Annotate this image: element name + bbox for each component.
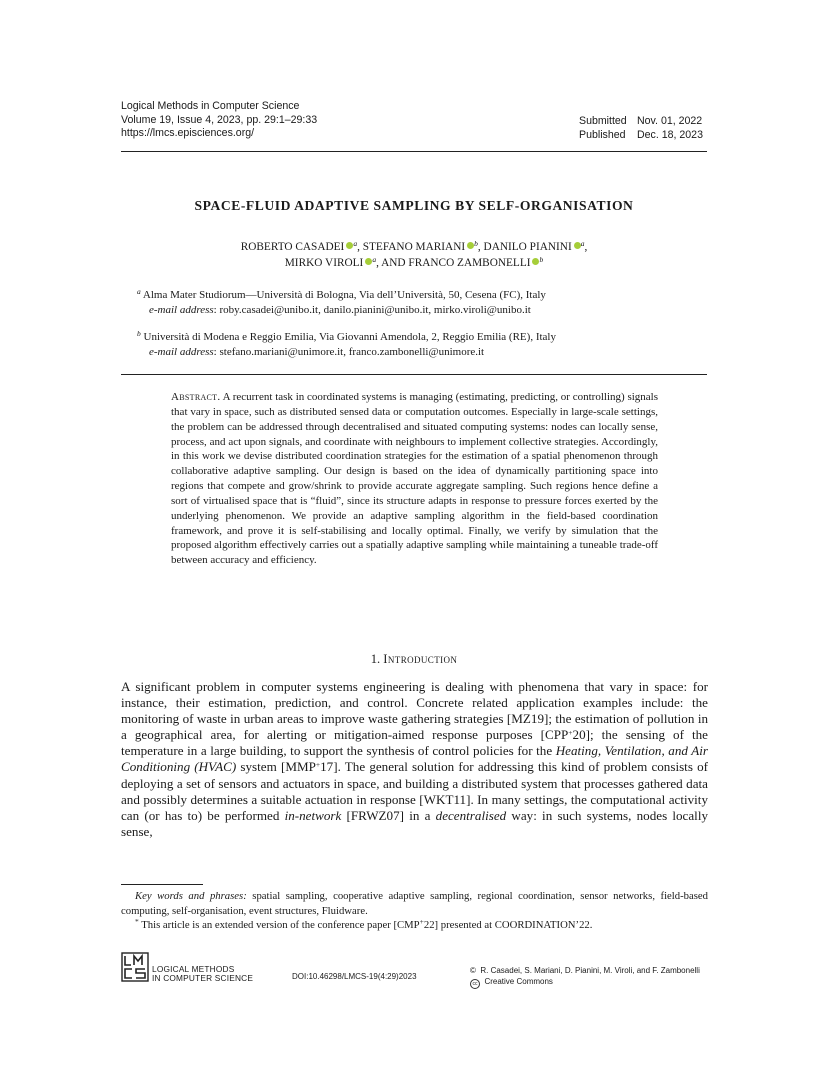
logo-line: IN COMPUTER SCIENCE xyxy=(152,972,254,983)
intro-emphasis: decentralised xyxy=(435,807,507,823)
submitted-date: Nov. 01, 2022 xyxy=(637,115,703,127)
affil-mark: a xyxy=(580,239,585,248)
author-list xyxy=(0,240,828,272)
affil-mark: a xyxy=(137,287,141,296)
lmcs-logo-icon xyxy=(121,952,149,982)
intro-emphasis: Heating, Ventilation, and Air Conditioning (HVAC) xyxy=(121,743,708,775)
intro-emphasis: in-network xyxy=(284,807,342,823)
author-name: STEFANO MARIANI xyxy=(362,241,466,253)
author-name: FRANCO ZAMBONELLI xyxy=(408,256,531,269)
intro-text: 17]. The general solution for addressing this kind of problem consists of deploying a set of sensors and actuators in space, and building a distributed system that processes gathered data and possibly determines a suitable actuation in response [WKT11]. In many settings, the computational activity can (or has to) be performed xyxy=(121,759,708,823)
journal-volume: Volume 19, Issue 4, 2023, pp. 29:1–29:33 xyxy=(121,113,318,126)
journal-info xyxy=(121,100,317,141)
orcid-icon[interactable] xyxy=(574,242,581,249)
journal-url[interactable]: https://lmcs.episciences.org/ xyxy=(121,127,255,140)
affil-emails[interactable]: : stefano.mariani@unimore.it, franco.zambonelli@unimore.it xyxy=(213,345,485,358)
author-sep: , AND xyxy=(376,256,409,269)
affil-mark: b xyxy=(539,254,544,264)
abstract-text: A recurrent task in coordinated systems is managing (estimating, predicting, or controlling) signals that vary in space, such as distributed sensed data or computation outcomes. Especially in large-scale settings, the problem can be addressed through decentralised and situated computing systems: nodes can locally sense, process, and act upon signals, and coordinate with neighbours to implement collective strategies. Accordingly, in this work we devise distributed coordination strategies for the estimation of a spatial phenomenon through collaborative adaptive sampling. Our design is based on the idea of dynamically partitioning space into regions that compete and grow/shrink to provide accurate aggregate sampling. Such regions hence define a sort of virtualised space that is “fluid”, since its structure adapts in response to pressure forces exerted by the underlying phenomenon. We provide an adaptive sampling algorithm in the field-based coordination framework, and prove it is self-stabilising and locally optimal. Finally, we verify by simulation that the proposed algorithm effectively carries out a spatially adaptive sampling while maintaining a tuneable trade-off between accuracy and efficiency. xyxy=(171,391,658,567)
logo-line: LOGICAL METHODS xyxy=(152,964,235,974)
footnote-rule xyxy=(121,884,203,885)
copyright xyxy=(470,965,700,989)
author-sep: , xyxy=(584,241,588,253)
email-label: e-mail address xyxy=(149,345,214,358)
footnote-star: * xyxy=(135,917,139,927)
affil-mark: b xyxy=(137,329,141,338)
section-number: 1. xyxy=(370,652,381,666)
keywords-text: spatial sampling, cooperative adaptive sampling, regional coordination, sensor networks, field-based computing, self-organisation, event structures, Fluidware. xyxy=(121,890,708,917)
footnote-text: This article is an extended version of the conference paper [CMP xyxy=(138,919,420,932)
intro-paragraph xyxy=(121,679,708,840)
intro-text: 20]; the sensing of the temperature in a large building, to support the synthesis of control policies for the xyxy=(121,727,708,759)
intro-text: [FRWZ07] in a xyxy=(341,807,436,823)
author-sep: , xyxy=(357,241,363,253)
intro-text: system [MMP xyxy=(236,759,316,775)
author-name: ROBERTO CASADEI xyxy=(240,241,345,253)
footnote-text: 22] presented at COORDINATION’22. xyxy=(423,919,593,932)
affiliation-b xyxy=(137,330,556,360)
abstract xyxy=(171,390,658,568)
email-label: e-mail address xyxy=(149,303,214,316)
affil-emails[interactable]: : roby.casadei@unibo.it, danilo.pianini@unibo.it, mirko.viroli@unibo.it xyxy=(213,303,531,316)
author-sep: , xyxy=(477,241,484,253)
published-date: Dec. 18, 2023 xyxy=(637,128,703,141)
intro-text: A significant problem in computer systems engineering is dealing with phenomena that vary in space: for instance, their estimation, prediction, and control. Concrete related application examples include: the monitoring of waste in urban areas to improve waste gathering strategies [MZ19]; the estimation of pollution in a geographical area, for alerting or mitigation-aimed response purposes [CPP xyxy=(121,679,708,743)
header-rule xyxy=(121,151,707,152)
intro-text: way: in such systems, nodes locally sense, xyxy=(121,807,709,839)
affil-institution: Alma Mater Studiorum—Università di Bologna, Via dell’Università, 50, Cesena (FC), Italy xyxy=(142,289,546,301)
author-name: DANILO PIANINI xyxy=(483,241,572,253)
logo-text xyxy=(152,965,253,983)
citation-sup: + xyxy=(568,728,573,738)
affil-mark: a xyxy=(353,239,358,248)
published-label: Published xyxy=(579,128,626,141)
creative-commons-icon: cc xyxy=(470,979,480,989)
affiliation-rule xyxy=(121,374,707,375)
author-name: MIRKO VIROLI xyxy=(284,256,364,269)
citation-sup: + xyxy=(419,917,424,927)
copyright-icon: © xyxy=(470,966,476,975)
keywords-label: Key words and phrases: xyxy=(135,890,247,902)
paper-title: SPACE-FLUID ADAPTIVE SAMPLING BY SELF-ORGANISATION xyxy=(194,198,634,213)
publication-dates xyxy=(579,115,703,142)
abstract-label: Abstract. xyxy=(171,391,221,403)
affiliation-a xyxy=(137,288,546,318)
section-heading xyxy=(0,652,828,667)
footnotes xyxy=(121,889,708,933)
affil-mark: b xyxy=(474,239,478,248)
journal-name: Logical Methods in Computer Science xyxy=(121,100,300,112)
copyright-holders: R. Casadei, S. Mariani, D. Pianini, M. Viroli, and F. Zambonelli xyxy=(480,966,700,975)
affil-mark: a xyxy=(372,254,377,264)
doi[interactable]: DOI:10.46298/LMCS-19(4:29)2023 xyxy=(292,972,417,981)
citation-sup: + xyxy=(315,760,321,770)
affil-institution: Università di Modena e Reggio Emilia, Via Giovanni Amendola, 2, Reggio Emilia (RE), Italy xyxy=(143,331,556,343)
submitted-label: Submitted xyxy=(579,115,627,127)
section-title: Introduction xyxy=(383,652,458,666)
license-text[interactable]: Creative Commons xyxy=(484,977,553,986)
